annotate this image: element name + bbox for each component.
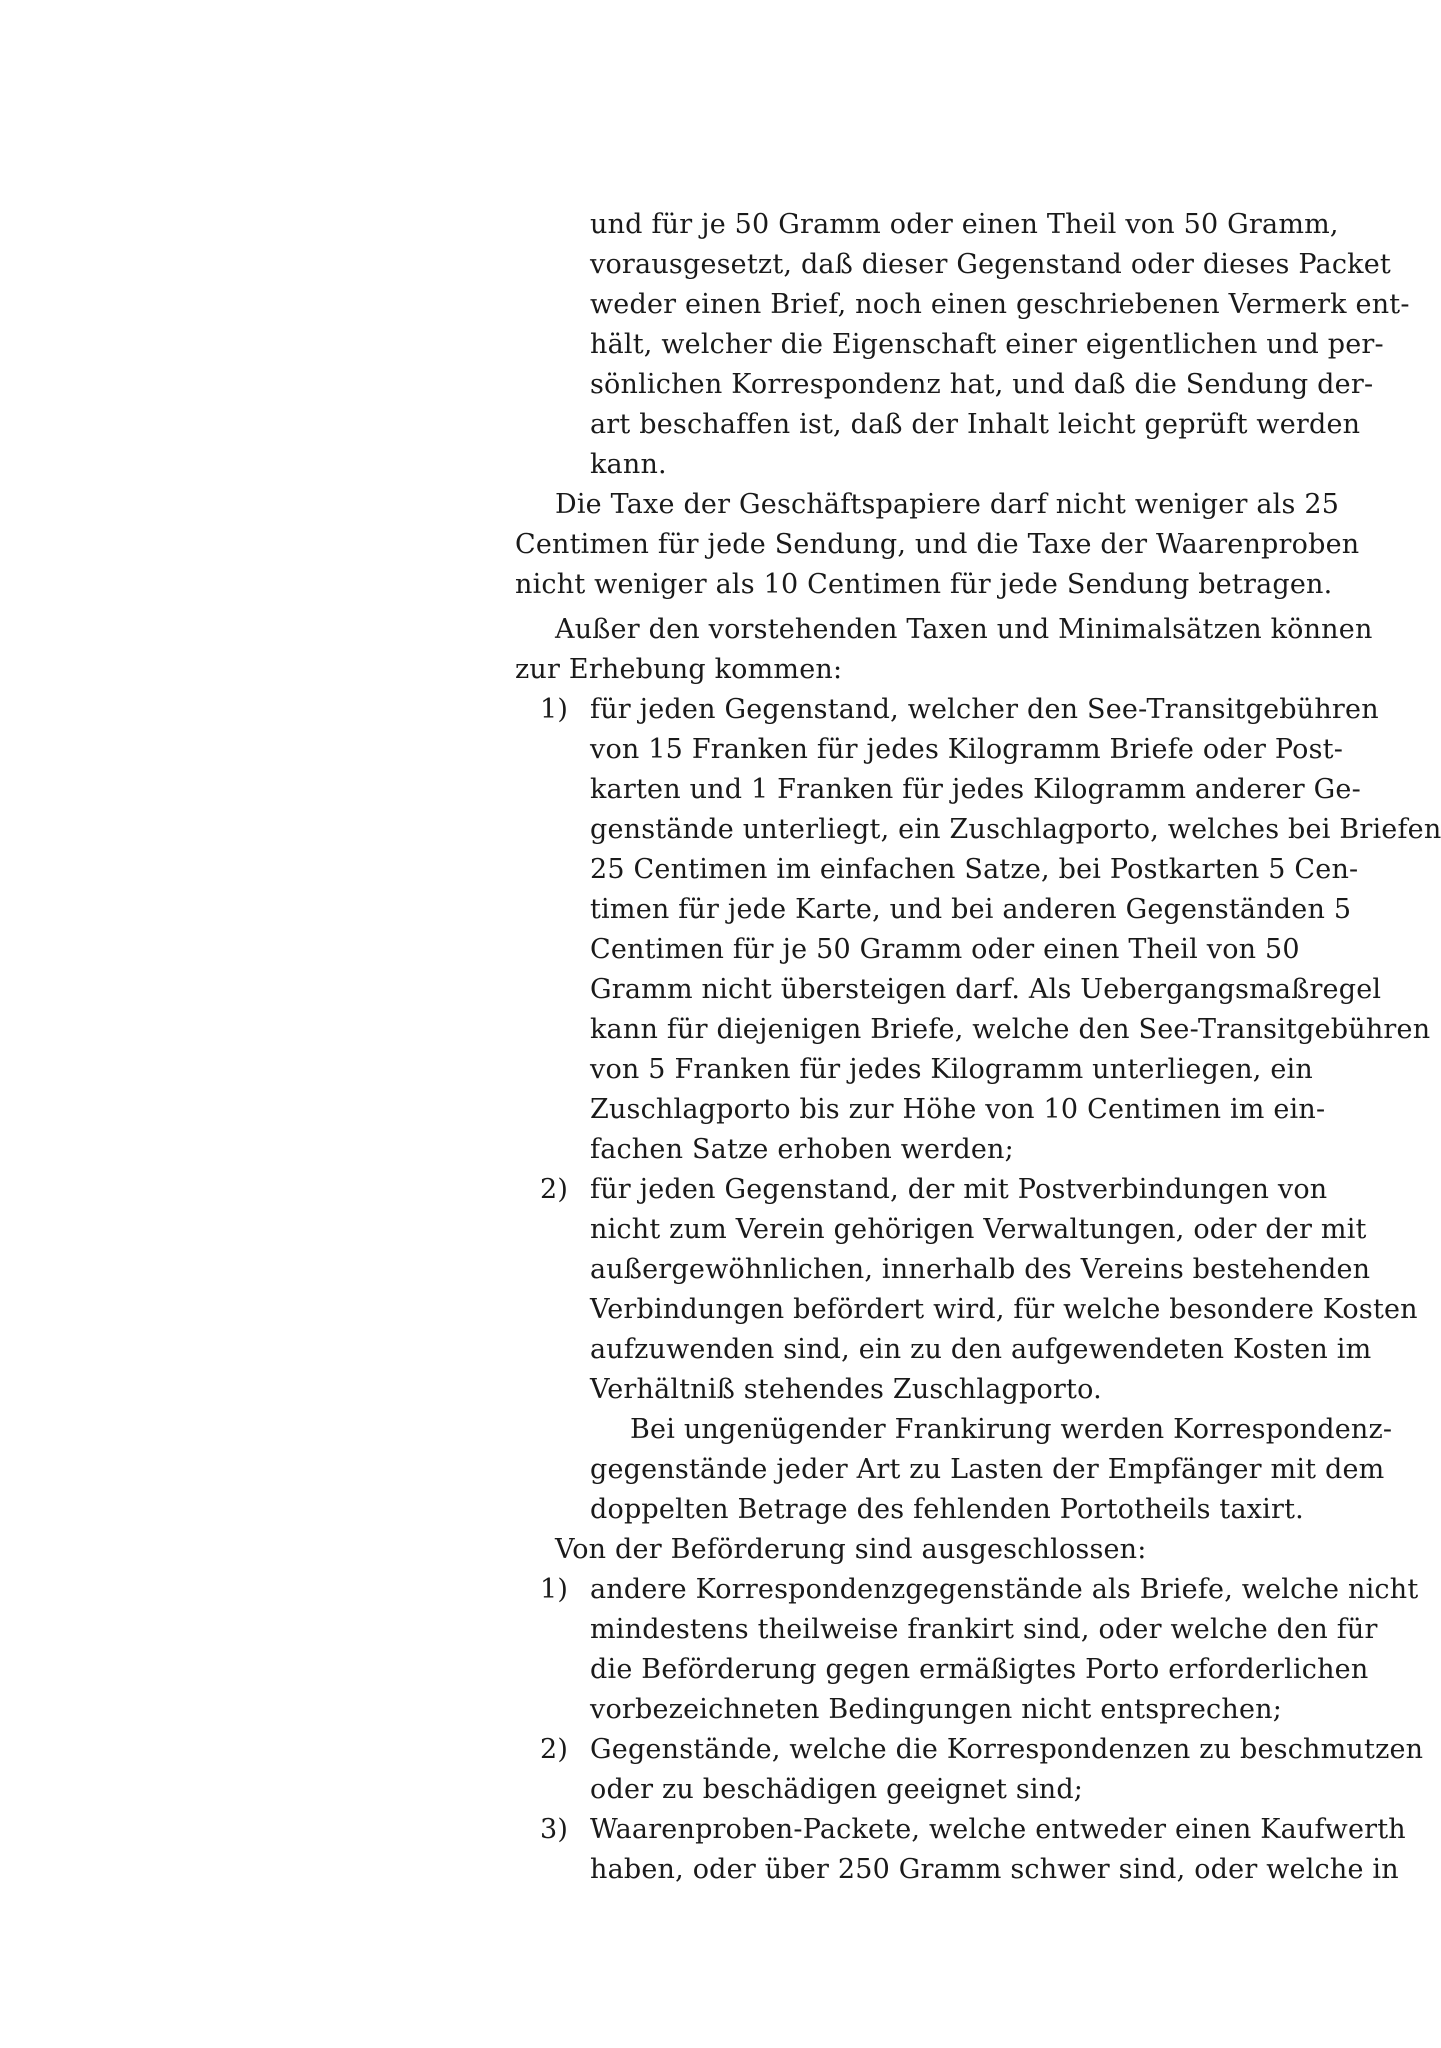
text-line: vorbezeichneten Bedingungen nicht entsprechen; [590, 1694, 1283, 1725]
text-line: sönlichen Korrespondenz hat, und daß die Sendung der- [590, 369, 1374, 400]
text-line: oder zu beschädigen geeignet sind; [590, 1774, 1084, 1805]
text-line: vorausgesetzt, daß dieser Gegenstand oder dieses Packet [590, 249, 1391, 280]
text-line: Centimen für jede Sendung, und die Taxe der Waarenproben [515, 529, 1360, 560]
text-line: hält, welcher die Eigenschaft einer eigentlichen und per- [590, 329, 1384, 360]
text-line: doppelten Betrage des fehlenden Portotheils taxirt. [590, 1494, 1304, 1525]
item-number: 2) [540, 1734, 569, 1765]
text-line: weder einen Brief, noch einen geschriebenen Vermerk ent- [590, 289, 1410, 320]
text-line: andere Korrespondenzgegenstände als Briefe, welche nicht [590, 1574, 1419, 1605]
text-line: nicht zum Verein gehörigen Verwaltungen, oder der mit [590, 1214, 1367, 1245]
text-line: Außer den vorstehenden Taxen und Minimalsätzen können [555, 614, 1373, 645]
text-line: nicht weniger als 10 Centimen für jede Sendung betragen. [515, 569, 1333, 600]
text-line: mindestens theilweise frankirt sind, oder welche den für [590, 1614, 1378, 1645]
text-line: timen für jede Karte, und bei anderen Gegenständen 5 [590, 894, 1352, 925]
item-number: 1) [540, 1574, 569, 1605]
text-line: kann für diejenigen Briefe, welche den See-Transitgebühren [590, 1014, 1431, 1045]
item-number: 2) [540, 1174, 569, 1205]
text-line: aufzuwenden sind, ein zu den aufgewendeten Kosten im [590, 1334, 1372, 1365]
text-line: Die Taxe der Geschäftspapiere darf nicht weniger als 25 [555, 489, 1340, 520]
text-line: von 15 Franken für jedes Kilogramm Briefe oder Post- [590, 734, 1344, 765]
text-line: karten und 1 Franken für jedes Kilogramm anderer Ge- [590, 774, 1361, 805]
text-line: die Beförderung gegen ermäßigtes Porto erforderlichen [590, 1654, 1369, 1685]
text-line: Verbindungen befördert wird, für welche besondere Kosten [590, 1294, 1418, 1325]
item-number: 3) [540, 1814, 569, 1845]
text-line: gegenstände jeder Art zu Lasten der Empfänger mit dem [590, 1454, 1385, 1485]
text-line: außergewöhnlichen, innerhalb des Vereins bestehenden [590, 1254, 1371, 1285]
text-line: fachen Satze erhoben werden; [590, 1134, 1014, 1165]
text-line: für jeden Gegenstand, der mit Postverbindungen von [590, 1174, 1328, 1205]
text-line: genstände unterliegt, ein Zuschlagporto, welches bei Briefen [590, 814, 1441, 845]
text-line: zur Erhebung kommen: [515, 654, 843, 685]
text-line: Zuschlagporto bis zur Höhe von 10 Centimen im ein- [590, 1094, 1326, 1125]
text-line: Gramm nicht übersteigen darf. Als Uebergangsmaßregel [590, 974, 1382, 1005]
text-line: art beschaffen ist, daß der Inhalt leicht geprüft werden [590, 409, 1361, 440]
text-line: Verhältniß stehendes Zuschlagporto. [590, 1374, 1102, 1405]
text-line: und für je 50 Gramm oder einen Theil von 50 Gramm, [590, 209, 1339, 240]
text-line: kann. [590, 449, 667, 480]
text-line: 25 Centimen im einfachen Satze, bei Postkarten 5 Cen- [590, 854, 1359, 885]
item-number: 1) [540, 694, 569, 725]
text-line: haben, oder über 250 Gramm schwer sind, oder welche in [590, 1854, 1399, 1885]
text-line: Waarenproben-Packete, welche entweder einen Kaufwerth [590, 1814, 1406, 1845]
text-line: Centimen für je 50 Gramm oder einen Theil von 50 [590, 934, 1300, 965]
text-line: für jeden Gegenstand, welcher den See-Transitgebühren [590, 694, 1379, 725]
text-line: Gegenstände, welche die Korrespondenzen zu beschmutzen [590, 1734, 1424, 1765]
text-line: von 5 Franken für jedes Kilogramm unterliegen, ein [590, 1054, 1313, 1085]
text-line: Von der Beförderung sind ausgeschlossen: [555, 1534, 1147, 1565]
text-line: Bei ungenügender Frankirung werden Korrespondenz- [630, 1414, 1393, 1445]
